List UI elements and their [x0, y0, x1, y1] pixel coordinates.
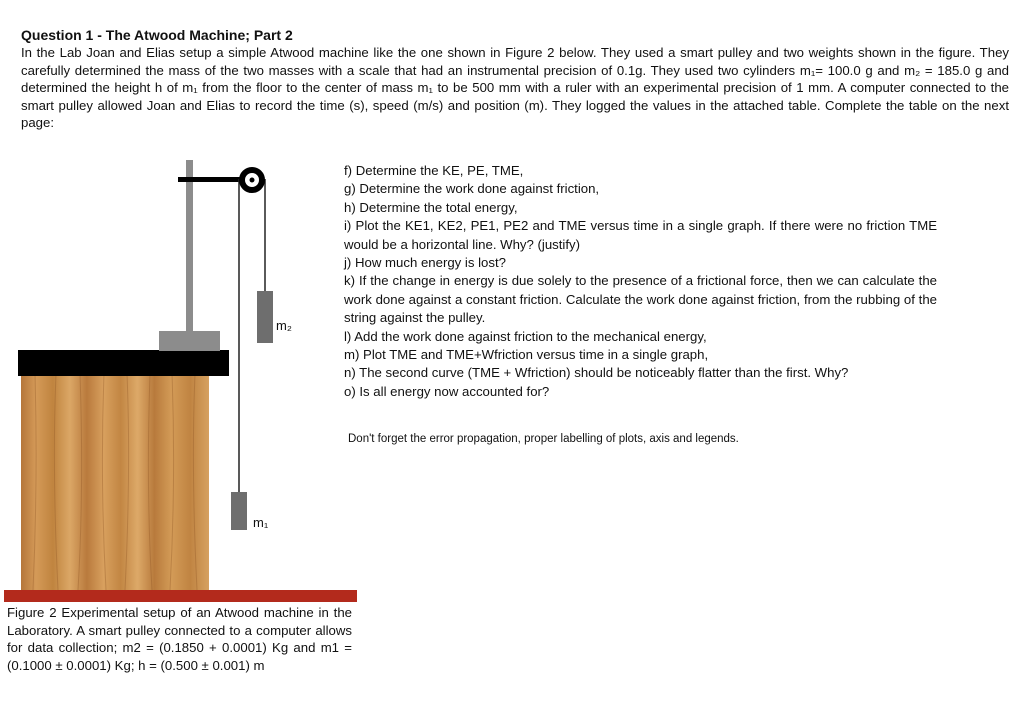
question-o: o) Is all energy now accounted for? — [344, 383, 550, 399]
question-g: g) Determine the work done against friction, — [344, 181, 600, 197]
label-m1: m₁ — [253, 515, 269, 530]
label-m2: m₂ — [276, 318, 292, 333]
question-k: k) If the change in energy is due solely to the presence of a frictional force, then we can calculate the work done against a constant friction. Calculate the work done against friction, from the rubbing of the string against the pulley. — [344, 273, 937, 326]
pulley-axle — [250, 178, 255, 183]
question-l: l) Add the work done against friction to the mechanical energy, — [344, 328, 707, 344]
stand-base — [159, 331, 220, 351]
intro-paragraph: In the Lab Joan and Elias setup a simple Atwood machine like the one shown in Figure 2 below. They used a smart pulley and two weights shown in the figure. They carefully determined the mass of the two masses with a scale that had an instrumental precision of 0.1g. They used two cylinders m₁= 100.0 g and m₂ = 185.0 g and determined the height h of m₁ from the floor to the center of mass m₁ to be 500 mm with a ruler with an experimental precision of 1 mm. A computer connected to the smart pulley allowed Joan and Elias to record the time (s), speed (m/s) and position (m). They logged the values in the attached table. Complete the table on the next page: — [21, 45, 1009, 130]
question-m: m) Plot TME and TME+Wfriction versus time in a single graph, — [344, 347, 709, 363]
reminder-note: Don't forget the error propagation, proper labelling of plots, axis and legends. — [348, 433, 739, 445]
question-i: i) Plot the KE1, KE2, PE1, PE2 and TME versus time in a single graph. If there were no friction TME would be a horizontal line. Why? (justify) — [344, 218, 937, 252]
atwood-figure — [0, 150, 360, 610]
mass-m1 — [231, 492, 247, 530]
floor — [4, 590, 357, 602]
wood-cabinet — [21, 374, 209, 590]
mass-m2 — [257, 291, 273, 343]
table-top — [18, 350, 229, 376]
figure-caption: Figure 2 Experimental setup of an Atwood machine in the Laboratory. A smart pulley connected to a computer allows for data collection; m2 = (0.1850 + 0.0001) Kg and m1 = (0.1000 ± 0.0001) Kg; h = (0.500 ± 0.001) m — [7, 605, 352, 673]
question-n: n) The second curve (TME + Wfriction) should be noticeably flatter than the first. Why? — [344, 365, 849, 381]
question-h: h) Determine the total energy, — [344, 199, 518, 215]
question-f: f) Determine the KE, PE, TME, — [344, 163, 524, 178]
question-list — [344, 162, 937, 401]
question-j: j) How much energy is lost? — [344, 255, 506, 271]
stand-rod — [186, 160, 193, 332]
question-title: Question 1 - The Atwood Machine; Part 2 — [21, 27, 293, 43]
